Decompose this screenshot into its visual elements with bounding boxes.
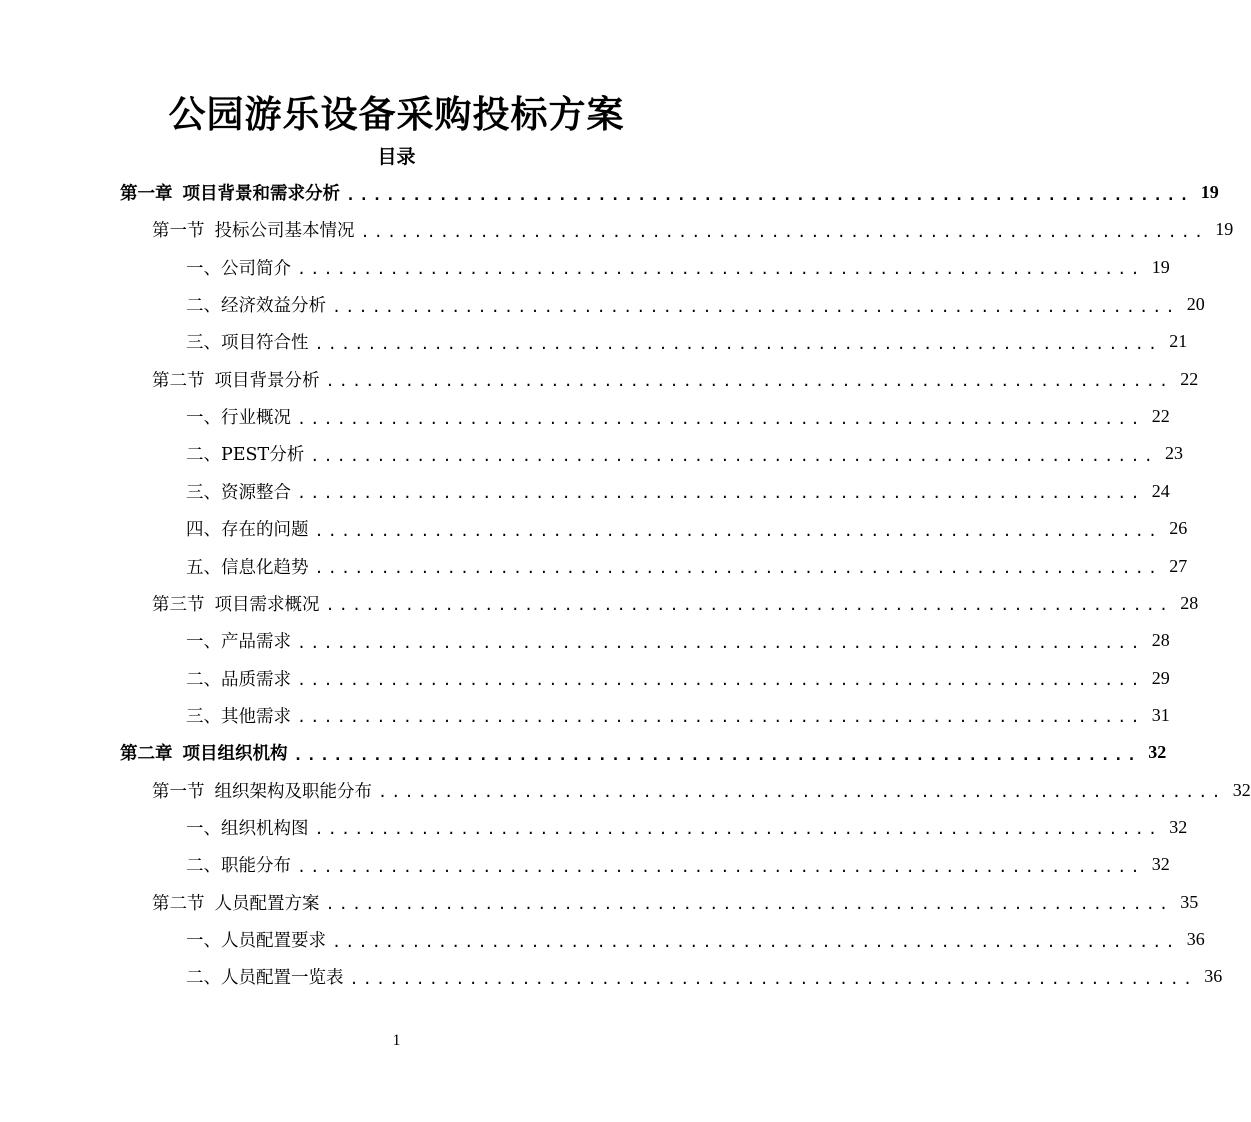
dot-leader: ................................................................ (297, 260, 1144, 279)
toc-entry-label: 二、人员配置一览表 (186, 968, 344, 989)
toc-entry-page: 29 (1151, 667, 1170, 688)
toc-entry-label: 三、项目符合性 (186, 333, 309, 354)
dot-leader: ................................................................ (325, 372, 1173, 391)
dot-leader: ................................................................ (297, 633, 1144, 652)
toc-entry-page: 22 (1151, 406, 1170, 427)
page-number: 1 (392, 1032, 401, 1049)
toc-entry[interactable] (152, 361, 1199, 398)
toc-entry[interactable] (152, 772, 1251, 809)
dot-leader: ................................................................ (378, 783, 1225, 802)
dot-leader: ................................................................ (332, 932, 1179, 951)
dot-leader: ................................................................ (349, 969, 1197, 988)
toc-entry-label: 第二章 项目组织机构 (120, 744, 288, 765)
toc-entry-label: 第一章 项目背景和需求分析 (120, 184, 340, 204)
toc-entry[interactable] (120, 174, 1219, 211)
toc-entry[interactable] (186, 398, 1170, 435)
toc-entry[interactable] (186, 846, 1170, 883)
toc-entry[interactable] (186, 435, 1183, 472)
toc-heading: 目录 (377, 146, 416, 168)
dot-leader: ................................................................ (314, 334, 1162, 353)
dot-leader: ................................................................ (297, 409, 1144, 428)
toc-entry-label: 四、存在的问题 (186, 520, 309, 541)
dot-leader: ................................................................ (297, 671, 1144, 690)
toc-entry-page: 22 (1180, 368, 1199, 389)
toc-entry-page: 36 (1204, 966, 1223, 987)
toc-entry-page: 24 (1151, 480, 1170, 501)
toc-entry-page: 26 (1169, 518, 1188, 539)
toc-entry-page: 35 (1180, 891, 1199, 912)
toc-entry-page: 19 (1215, 219, 1234, 240)
toc-entry-label: 一、组织机构图 (186, 818, 309, 839)
toc-entry[interactable] (186, 809, 1188, 846)
toc-entry-label: 第二节 项目背景分析 (152, 370, 320, 391)
dot-leader: ................................................................ (297, 857, 1144, 876)
toc-entry[interactable] (186, 249, 1170, 286)
toc-entry[interactable] (186, 286, 1205, 323)
toc-entry-page: 23 (1165, 443, 1183, 464)
toc-entry[interactable] (152, 585, 1199, 622)
dot-leader: ................................................................ (314, 559, 1162, 577)
dot-leader: ................................................................ (297, 708, 1144, 727)
dot-leader: ................................................................ (297, 484, 1144, 503)
toc-entry-page: 31 (1151, 704, 1170, 725)
toc-entry-label: 二、经济效益分析 (186, 296, 326, 317)
toc-entry[interactable] (152, 884, 1199, 921)
toc-entry-page: 36 (1186, 929, 1205, 949)
toc-entry-page: 32 (1232, 779, 1251, 800)
toc-entry-label: 二、PEST分析 (186, 445, 305, 466)
dot-leader: ................................................................ (360, 222, 1208, 241)
toc-entry-label: 第一节 组织架构及职能分布 (152, 781, 372, 802)
toc-entry-label: 一、行业概况 (186, 408, 291, 429)
toc-entry-label: 一、公司简介 (186, 258, 291, 279)
toc-entry-page: 32 (1148, 742, 1167, 763)
toc-entry-page: 27 (1169, 555, 1188, 576)
toc-entry[interactable] (186, 510, 1188, 547)
toc-entry[interactable] (186, 622, 1170, 659)
toc-entry-label: 三、其他需求 (186, 706, 291, 727)
dot-leader: ................................................................ (293, 745, 1141, 764)
toc-entry[interactable] (120, 734, 1167, 771)
toc-entry-page: 21 (1169, 331, 1188, 352)
toc-entry-label: 第二节 人员配置方案 (152, 893, 320, 914)
toc-entry-label: 第三节 项目需求概况 (152, 594, 320, 615)
dot-leader: ................................................................ (310, 446, 1157, 465)
toc-entry-page: 20 (1186, 294, 1205, 315)
toc-entry-page: 28 (1180, 592, 1199, 613)
toc-entry-label: 一、人员配置要求 (186, 931, 326, 951)
toc-entry-page: 19 (1151, 256, 1170, 277)
toc-entry-label: 二、品质需求 (186, 669, 291, 690)
toc-entry-label: 第一节 投标公司基本情况 (152, 221, 355, 242)
dot-leader: ................................................................ (325, 596, 1173, 615)
toc-entry[interactable] (186, 921, 1205, 958)
toc-entry-label: 三、资源整合 (186, 482, 291, 503)
dot-leader: ................................................................ (325, 895, 1173, 914)
toc-entry-page: 19 (1200, 182, 1219, 202)
toc-entry-page: 28 (1151, 630, 1170, 651)
dot-leader: ................................................................ (314, 521, 1162, 540)
toc-entry[interactable] (152, 211, 1234, 248)
document-title: 公园游乐设备采购投标方案 (168, 92, 625, 136)
toc-entry-page: 32 (1151, 854, 1170, 875)
toc-entry-label: 一、产品需求 (186, 632, 291, 653)
dot-leader: ................................................................ (332, 297, 1179, 316)
toc-entry[interactable] (186, 473, 1170, 510)
toc-entry[interactable] (186, 660, 1170, 697)
dot-leader: ................................................................ (346, 185, 1193, 204)
toc-entry[interactable] (186, 548, 1188, 585)
toc-entry[interactable] (186, 697, 1170, 734)
dot-leader: ................................................................ (314, 820, 1162, 839)
toc-entry-label: 五、信息化趋势 (186, 557, 309, 578)
toc-entry[interactable] (186, 323, 1188, 360)
toc-entry-page: 32 (1169, 816, 1188, 837)
toc-entry-label: 二、职能分布 (186, 856, 291, 877)
toc-entry[interactable] (186, 958, 1223, 995)
